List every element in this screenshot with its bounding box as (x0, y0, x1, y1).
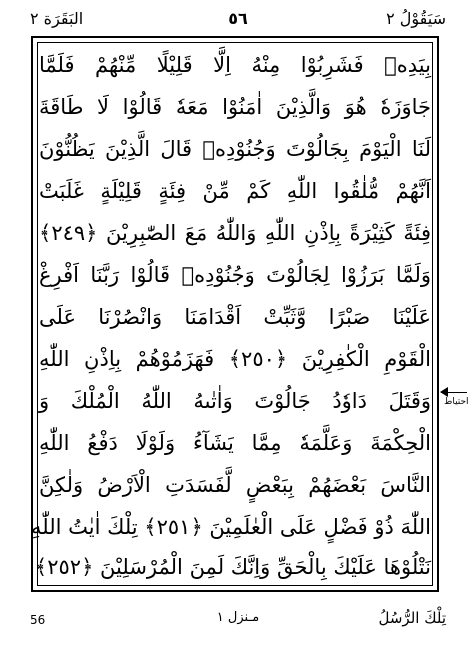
verse-line-8: الْقَوْمِ الْكٰفِرِيْنَ ﴿٢٥٠﴾ فَهَزَمُوْهُمْ بِاِذْنِ اللّٰهِ (39, 347, 431, 371)
verse-line-3: لَنَا الْيَوْمَ بِجَالُوْتَ وَجُنُوْدِهٖ قَالَ الَّذِيْنَ يَظُنُّوْنَ (39, 137, 431, 161)
verse-line-6: وَلَمَّا بَرَزُوْا لِجَالُوْتَ وَجُنُوْدِهٖ قَالُوْا رَبَّنَا اَفْرِغْ (39, 263, 431, 287)
verse-lines (33, 38, 437, 590)
verse-line-11: النَّاسَ بَعْضَهُمْ بِبَعْضٍ لَّفَسَدَتِ الْاَرْضُ وَلٰكِنَّ (39, 473, 431, 497)
verse-line-10: الْحِكْمَةَ وَعَلَّمَهٗ مِمَّا يَشَآءُ وَلَوْلَا دَفْعُ اللّٰهِ (39, 431, 431, 455)
footer-manzil: مـنزل ١ (216, 610, 260, 625)
page-number-arabic: ٥٦ (228, 9, 248, 28)
text-frame (31, 36, 439, 592)
footer-next-page-word: تِلْكَ الرُّسُلُ (378, 609, 446, 627)
margin-note-text: احتیاط (444, 397, 469, 407)
verse-line-12: اللّٰهَ ذُوْ فَضْلٍ عَلَى الْعٰلَمِيْنَ ﴿٢٥١﴾ تِلْكَ اٰيٰتُ اللّٰهِ (31, 515, 431, 539)
verse-line-4: اَنَّهُمْ مُّلٰقُوا اللّٰهِ كَمْ مِّنْ فِئَةٍ قَلِيْلَةٍ غَلَبَتْ (39, 179, 431, 203)
verse-line-1: بِيَدِهٖ فَشَرِبُوْا مِنْهُ اِلَّا قَلِيْلًا مِّنْهُمْ فَلَمَّا (39, 53, 431, 77)
margin-caution-note (441, 386, 471, 416)
verse-line-9: وَقَتَلَ دَاوٗدُ جَالُوْتَ وَاٰتٰىهُ اللّٰهُ الْمُلْكَ وَ (39, 389, 431, 413)
verse-line-13: نَتْلُوْهَا عَلَيْكَ بِالْحَقِّ وَاِنَّكَ لَمِنَ الْمُرْسَلِيْنَ ﴿٢٥٢﴾ (34, 555, 431, 579)
verse-line-2: جَاوَزَهٗ هُوَ وَالَّذِيْنَ اٰمَنُوْا مَعَهٗ قَالُوْا لَا طَاقَةَ (39, 95, 431, 119)
page-header (30, 4, 446, 38)
page-footer (30, 600, 446, 650)
verse-line-5: فِئَةً كَثِيْرَةً بِاِذْنِ اللّٰهِ وَاللّٰهُ مَعَ الصّٰبِرِيْنَ ﴿٢٤٩﴾ (39, 221, 431, 245)
juz-name: سَيَقُوْلُ ٢ (386, 9, 446, 28)
footer-page-number: 56 (30, 613, 46, 627)
surah-name: البَقَرَة ٢ (30, 9, 84, 28)
verse-line-7: عَلَيْنَا صَبْرًا وَّثَبِّتْ اَقْدَامَنَا وَانْصُرْنَا عَلَى (39, 305, 431, 329)
